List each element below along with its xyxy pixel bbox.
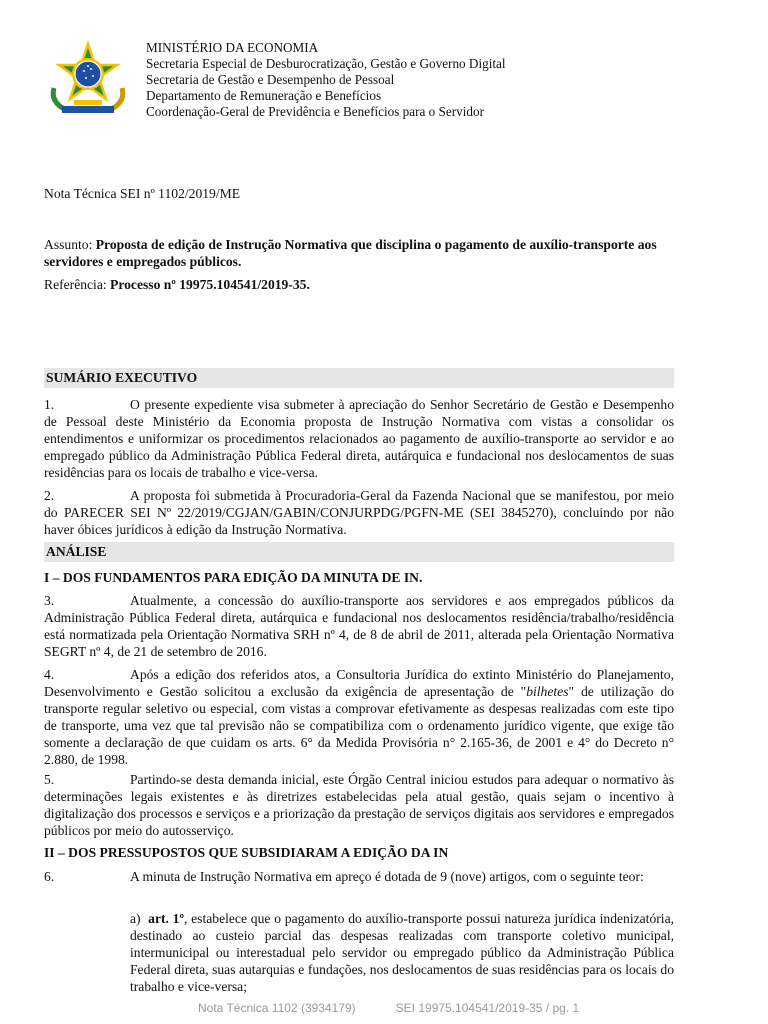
header-line-secretaria-especial: Secretaria Especial de Desburocratização, Gestão e Governo Digital bbox=[146, 56, 506, 71]
paragraph-number: 1. bbox=[44, 397, 55, 412]
header-line-coordenacao: Coordenação-Geral de Previdência e Benefícios para o Servidor bbox=[146, 104, 484, 119]
paragraph-number: 3. bbox=[44, 593, 55, 608]
paragraph-text: Atualmente, a concessão do auxílio-transporte aos servidores e aos empregados públicos da Administração Pública Federal direta, autárquica e fundacional nos deslocamentos residência/trabalho/residência está normatizada pela Orientação Normativa SRH nº 4, de 8 de abril de 2011, alterada pela Orientação Normativa SEGRT nº 4, de 21 de setembro de 2016. bbox=[44, 593, 674, 659]
paragraph-number: 2. bbox=[44, 488, 55, 503]
list-item-prefix: a) bbox=[130, 911, 141, 926]
subsection-fundamentos: I – DOS FUNDAMENTOS PARA EDIÇÃO DA MINUTA DE IN. bbox=[44, 570, 423, 585]
paragraph-number: 6. bbox=[44, 869, 55, 884]
reference-text: Processo nº 19975.104541/2019-35. bbox=[110, 277, 310, 292]
paragraph-italic-text: bilhetes bbox=[526, 684, 569, 699]
paragraph-text: O presente expediente visa submeter à apreciação do Senhor Secretário de Gestão e Desempenho de Pessoal deste Ministério da Economia proposta de Instrução Normativa com vistas a consolidar os entendimentos e uniformizar os procedimentos relacionados ao pagamento de auxílio-transporte ao servidor e ao empregado público da Administração Pública Federal direta, autárquica e fundacional nos deslocamentos de suas residências para os locais de trabalho e vice-versa. bbox=[44, 397, 674, 480]
paragraph-text: A minuta de Instrução Normativa em apreço é dotada de 9 (nove) artigos, com o seguinte teor: bbox=[130, 869, 644, 884]
list-item-text: , estabelece que o pagamento do auxílio-transporte possui natureza jurídica indenizatória, destinado ao custeio parcial das despesas realizadas com transporte coletivo municipal, intermunicipal ou interestadual pelo servidor ou empregado público da Administração Pública Federal direta, suas autarquias e fundações, nos deslocamentos de suas residências para os locais do trabalho e vice-versa; bbox=[130, 911, 674, 994]
list-item-bold: art. 1º bbox=[148, 911, 184, 926]
paragraph-text: Partindo-se desta demanda inicial, este Órgão Central iniciou estudos para adequar o normativo às determinações legais existentes e às diretrizes estabelecidas pela atual gestão, quais sejam o incentivo à digitalização dos processos e serviços e a priorização da prestação de serviços digitais aos servidores e empregados públicos por meio do autosserviço. bbox=[44, 772, 674, 838]
footer-document-id: Nota Técnica 1102 (3934179) bbox=[198, 1001, 356, 1015]
subject-label: Assunto: bbox=[44, 237, 93, 252]
paragraph-number: 5. bbox=[44, 772, 55, 787]
section-analise: ANÁLISE bbox=[44, 542, 674, 562]
header-line-departamento: Departamento de Remuneração e Benefícios bbox=[146, 88, 382, 103]
brazil-coat-of-arms-icon bbox=[44, 40, 132, 118]
reference-label: Referência: bbox=[44, 277, 107, 292]
subject bbox=[44, 236, 674, 270]
document-header bbox=[146, 40, 506, 120]
footer-process-page: SEI 19975.104541/2019-35 / pg. 1 bbox=[395, 1001, 580, 1015]
paragraph-5 bbox=[44, 771, 674, 839]
header-line-secretaria-gestao: Secretaria de Gestão e Desempenho de Pessoal bbox=[146, 72, 395, 87]
document-number: Nota Técnica SEI nº 1102/2019/ME bbox=[44, 186, 241, 201]
paragraph-text: A proposta foi submetida à Procuradoria-Geral da Fazenda Nacional que se manifestou, por meio do PARECER SEI Nº 22/2019/CGJAN/GABIN/CONJURPDG/PGFN-ME (SEI 3845270), concluindo por não haver óbices jurídicos à edição da Instrução Normativa. bbox=[44, 488, 674, 537]
paragraph-1 bbox=[44, 396, 674, 481]
section-sumario-executivo: SUMÁRIO EXECUTIVO bbox=[44, 368, 674, 388]
paragraph-number: 4. bbox=[44, 667, 55, 682]
paragraph-text-continued: " de utilização do transporte regular seletivo ou especial, com vistas a comprovar efetivamente as despesas realizadas com este tipo de transporte, uma vez que tal previsão não se compatibiliza com o ordenamento jurídico vigente, que exige tão somente a declaração de que cuidam os arts. 6° da Medida Provisória n° 2.165-36, de 2001 e 4° do Decreto n° 2.880, de 1998. bbox=[44, 684, 674, 767]
paragraph-text: Após a edição dos referidos atos, a Consultoria Jurídica do extinto Ministério do Planejamento, Desenvolvimento e Gestão solicitou a exclusão da exigência de apresentação de " bbox=[44, 667, 674, 699]
paragraph-4 bbox=[44, 666, 674, 768]
reference bbox=[44, 276, 310, 293]
header-line-ministry: MINISTÉRIO DA ECONOMIA bbox=[146, 40, 319, 55]
paragraph-6 bbox=[44, 868, 674, 885]
paragraph-2 bbox=[44, 487, 674, 538]
paragraph-3 bbox=[44, 592, 674, 660]
subsection-pressupostos: II – DOS PRESSUPOSTOS QUE SUBSIDIARAM A EDIÇÃO DA IN bbox=[44, 845, 449, 860]
subject-text: Proposta de edição de Instrução Normativa que disciplina o pagamento de auxílio-transporte aos servidores e empregados públicos. bbox=[44, 237, 657, 269]
page-footer bbox=[198, 1000, 619, 1017]
list-item-a bbox=[130, 910, 674, 995]
